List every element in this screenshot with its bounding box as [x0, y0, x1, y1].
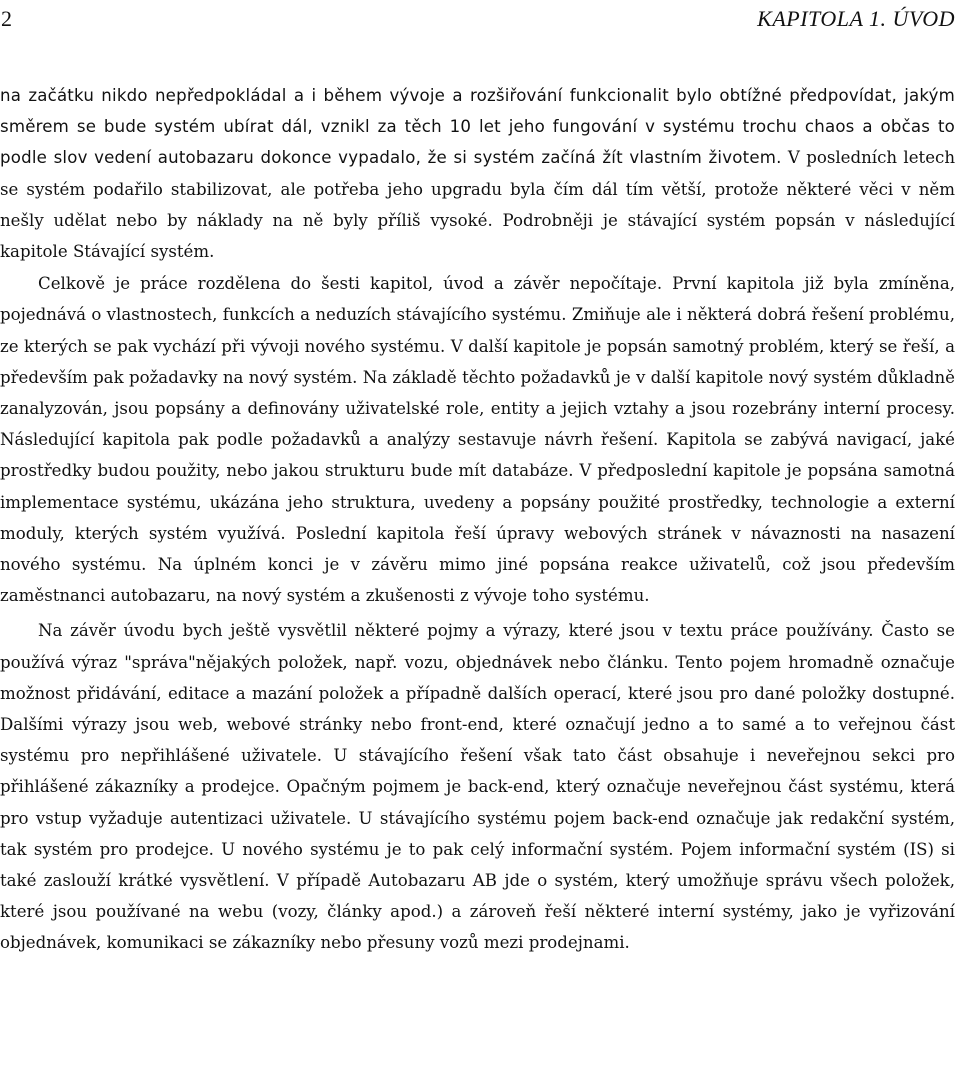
paragraph-1-serif-run: V posledních letech se systém podařilo stabilizovat, ale potřeba jeho upgradu byla čím dál tím větší, protože některé věci v něm nešly udělat nebo by náklady na ně byly příliš vysoké. Podrobněji je stávající systém popsán v následující kapitole Stávající systém. — [0, 148, 956, 262]
paragraph-1-sans-run: na začátku nikdo nepředpokládal a i během vývoje a rozšiřování funkcionalit bylo obtížné předpovídat, jakým směrem se bude systém ubírat dál, vznikl za těch 10 let jeho fungování v systému trochu chaos a občas to podle slov vedení autobazaru dokonce vypadalo, že si systém začíná žít vlastním životem. — [0, 86, 955, 168]
running-header — [0, 4, 955, 34]
chapter-title: KAPITOLA 1. ÚVOD — [757, 6, 955, 31]
paragraph-3: Na závěr úvodu bych ještě vysvětlil některé pojmy a výrazy, které jsou v textu práce používány. Často se používá výraz "správa"nějakých položek, např. vozu, objednávek nebo článku. Tento pojem hromadně označuje možnost přidávání, editace a mazání položek a případně dalších operací, které jsou pro dané položky dostupné. Dalšími výrazy jsou web, webové stránky nebo front-end, které označují jedno a to samé a to veřejnou část systému pro nepřihlášené uživatele. U stávajícího řešení však tato část obsahuje i neveřejnou sekci pro přihlášené zákazníky a prodejce. Opačným pojmem je back-end, který označuje neveřejnou část systému, která pro vstup vyžaduje autentizaci uživatele. U stávajícího systému pojem back-end označuje jak redakční systém, tak systém pro prodejce. U nového systému je to pak celý informační systém. Pojem informační systém (IS) si také zaslouží krátké vysvětlení. V případě Autobazaru AB jde o systém, který umožňuje správu všech položek, které jsou používané na webu (vozy, články apod.) a zároveň řeší některé interní systémy, jako je vyřizování objednávek, komunikaci se zákazníky nebo přesuny vozů mezi prodejnami. — [0, 621, 955, 953]
paragraph-2: Celkově je práce rozdělena do šesti kapitol, úvod a závěr nepočítaje. První kapitola již byla zmíněna, pojednává o vlastnostech, funkcích a neduzích stávajícího systému. Zmiňuje ale i některá dobrá řešení problému, ze kterých se pak vychází při vývoji nového systému. V další kapitole je popsán samotný problém, který se řeší, a především pak požadavky na nový systém. Na základě těchto požadavků je v další kapitole nový systém důkladně zanalyzován, jsou popsány a definovány uživatelské role, entity a jejich vztahy a jsou rozebrány interní procesy. Následující kapitola pak podle požadavků a analýzy sestavuje návrh řešení. Kapitola se zabývá navigací, jaké prostředky budou použity, nebo jakou strukturu bude mít databáze. V předposlední kapitole je popsána samotná implementace systému, ukázána jeho struktura, uvedeny a popsány použité prostředky, technologie a externí moduly, kterých systém využívá. Poslední kapitola řeší úpravy webových stránek v návaznosti na nasazení nového systému. Na úplném konci je v závěru mimo jiné popsána reakce uživatelů, což jsou především zaměstnanci autobazaru, na nový systém a zkušenosti z vývoje toho systému. — [0, 274, 955, 606]
paragraph-1 — [0, 80, 955, 267]
page-number: 2 — [1, 6, 12, 31]
body-text — [0, 80, 955, 959]
